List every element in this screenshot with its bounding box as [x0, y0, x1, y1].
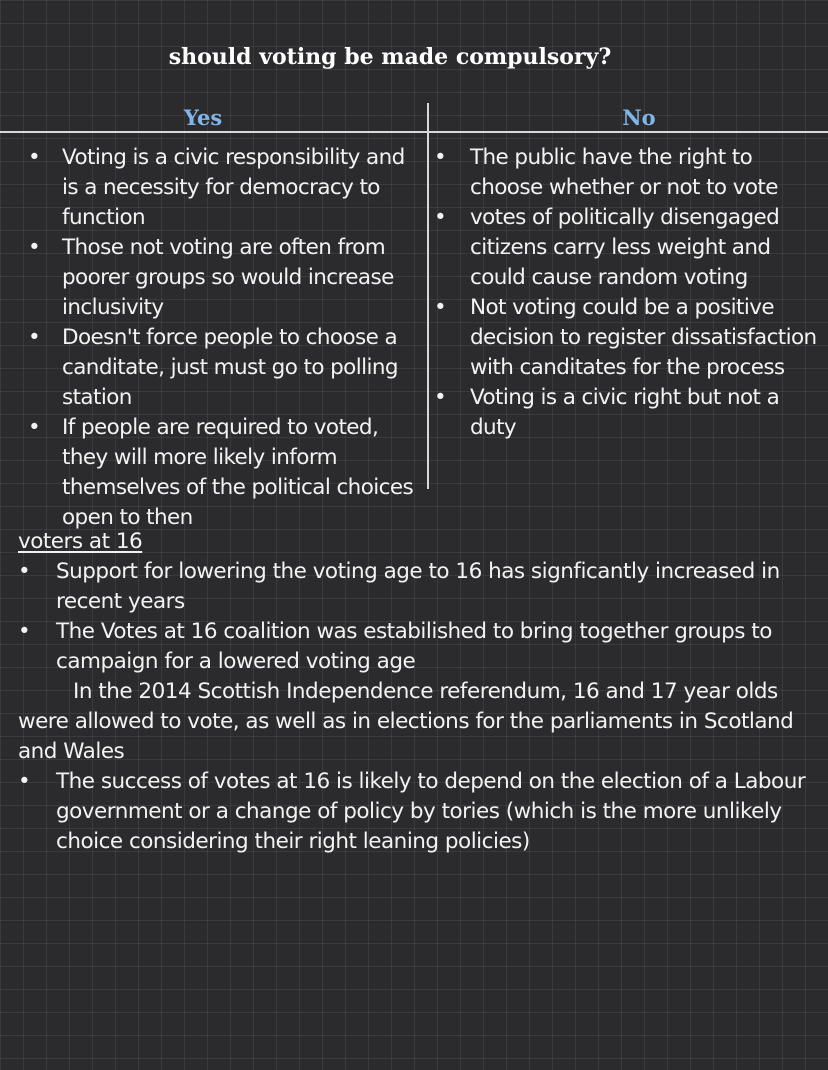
yes-list-item: • Doesn't force people to choose a canditate, just must go to polling station: [28, 325, 398, 410]
no-column-header: No: [622, 105, 656, 130]
referendum-paragraph: In the 2014 Scottish Independence referendum, 16 and 17 year olds were allowed to vote, as well as in elections for the parliaments in Scotland and Wales: [18, 679, 794, 764]
table-column-divider: [427, 103, 429, 489]
yes-list-item: • Those not voting are often from poorer groups so would increase inclusivity: [28, 235, 394, 320]
votes-at-16-list: [18, 557, 818, 677]
no-list: [430, 143, 825, 443]
no-list-item: • Voting is a civic right but not a duty: [434, 385, 780, 440]
yes-column-header: Yes: [183, 105, 223, 130]
no-list-item: • votes of politically disengaged citizens carry less weight and could cause random voting: [434, 205, 780, 290]
page-title: should voting be made compulsory?: [168, 44, 612, 70]
no-list-item: • The public have the right to choose whether or not to vote: [434, 145, 778, 200]
bullet-icon: •: [28, 235, 41, 260]
no-list-item: • Not voting could be a positive decision to register dissatisfaction with canditates for the process: [434, 295, 817, 380]
bullet-icon: •: [18, 619, 31, 644]
votes-at-16-section: [18, 527, 818, 857]
yes-list-item: • Voting is a civic responsibility and is a necessity for democracy to function: [28, 145, 405, 230]
section-heading: voters at 16: [18, 529, 143, 554]
bullet-icon: •: [434, 385, 447, 410]
table-header-divider: [0, 131, 828, 133]
bullet-icon: •: [18, 559, 31, 584]
bullet-icon: •: [28, 325, 41, 350]
yes-list-item: • If people are required to voted, they will more likely inform themselves of the political choices open to then: [28, 415, 414, 530]
yes-list: [20, 143, 423, 533]
list-item: • The success of votes at 16 is likely to depend on the election of a Labour government or a change of policy by tories (which is the more unlikely choice considering their right leaning policies): [18, 769, 806, 854]
bullet-icon: •: [434, 295, 447, 320]
votes-at-16-final-list: [18, 767, 818, 857]
bullet-icon: •: [28, 415, 41, 440]
bullet-icon: •: [28, 145, 41, 170]
pros-cons-table: [0, 103, 828, 530]
bullet-icon: •: [434, 205, 447, 230]
bullet-icon: •: [18, 769, 31, 794]
bullet-icon: •: [434, 145, 447, 170]
list-item: • The Votes at 16 coalition was estabilished to bring together groups to campaign for a lowered voting age: [18, 619, 772, 674]
list-item: • Support for lowering the voting age to 16 has signficantly increased in recent years: [18, 559, 780, 614]
